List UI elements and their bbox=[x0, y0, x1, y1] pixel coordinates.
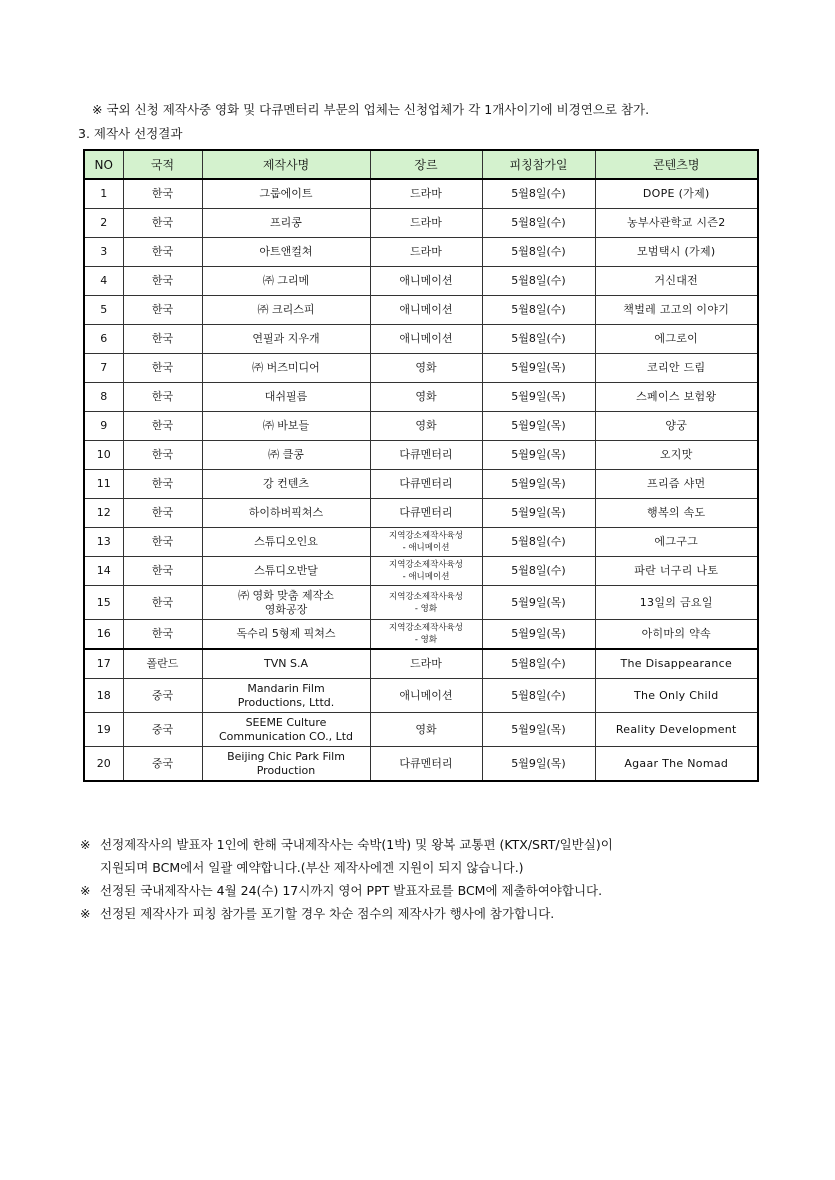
note-text: 선정된 제작사가 피칭 참가를 포기할 경우 차순 점수의 제작사가 행사에 참가합니다. bbox=[100, 906, 555, 921]
row-content: 에그구그 bbox=[595, 528, 758, 557]
row-nation: 한국 bbox=[123, 499, 202, 528]
row-pitch-date: 5월9일(목) bbox=[482, 713, 595, 747]
table-row bbox=[84, 209, 758, 238]
row-no: 16 bbox=[84, 620, 123, 650]
table-row bbox=[84, 499, 758, 528]
row-company: 프리콩 bbox=[202, 209, 370, 238]
row-genre: 다큐멘터리 bbox=[370, 747, 482, 782]
row-nation: 한국 bbox=[123, 620, 202, 650]
row-content: 책벌레 고고의 이야기 bbox=[595, 296, 758, 325]
note-mark: ※ bbox=[80, 906, 91, 921]
row-genre: 다큐멘터리 bbox=[370, 499, 482, 528]
note-item bbox=[80, 879, 780, 902]
foreign-applicant-note: ※ 국외 신청 제작사중 영화 및 다큐멘터리 부문의 업체는 신청업체가 각 1개사이기에 비경연으로 참가. bbox=[92, 102, 650, 117]
row-no: 10 bbox=[84, 441, 123, 470]
row-genre: 영화 bbox=[370, 383, 482, 412]
row-no: 19 bbox=[84, 713, 123, 747]
row-nation: 폴란드 bbox=[123, 649, 202, 679]
note-text: 선정제작사의 발표자 1인에 한해 국내제작사는 숙박(1박) 및 왕복 교통편 (KTX/SRT/일반실)이 bbox=[100, 837, 613, 852]
row-nation: 한국 bbox=[123, 441, 202, 470]
row-no: 5 bbox=[84, 296, 123, 325]
row-company: ㈜ 버즈미디어 bbox=[202, 354, 370, 383]
table-row bbox=[84, 383, 758, 412]
table-row bbox=[84, 441, 758, 470]
row-company: ㈜ 바보들 bbox=[202, 412, 370, 441]
row-content: The Disappearance bbox=[595, 649, 758, 679]
row-pitch-date: 5월9일(목) bbox=[482, 620, 595, 650]
table-row bbox=[84, 179, 758, 209]
row-pitch-date: 5월8일(수) bbox=[482, 267, 595, 296]
table-row bbox=[84, 649, 758, 679]
row-pitch-date: 5월9일(목) bbox=[482, 747, 595, 782]
row-no: 8 bbox=[84, 383, 123, 412]
header-company: 제작사명 bbox=[202, 150, 370, 179]
row-genre: 애니메이션 bbox=[370, 267, 482, 296]
row-pitch-date: 5월9일(목) bbox=[482, 412, 595, 441]
table-row bbox=[84, 354, 758, 383]
note-text: 선정된 국내제작사는 4월 24(수) 17시까지 영어 PPT 발표자료를 BCM에 제출하여야합니다. bbox=[100, 883, 603, 898]
row-content: 프리즘 샤먼 bbox=[595, 470, 758, 499]
row-pitch-date: 5월8일(수) bbox=[482, 296, 595, 325]
row-pitch-date: 5월9일(목) bbox=[482, 354, 595, 383]
notes-section bbox=[80, 833, 780, 925]
intro-section bbox=[78, 98, 768, 146]
row-company: TVN S.A bbox=[202, 649, 370, 679]
row-no: 1 bbox=[84, 179, 123, 209]
table-row bbox=[84, 679, 758, 713]
row-genre: 다큐멘터리 bbox=[370, 441, 482, 470]
table-row bbox=[84, 296, 758, 325]
row-nation: 중국 bbox=[123, 679, 202, 713]
note-item bbox=[80, 856, 780, 879]
row-genre: 지역강소제작사육성 - 영화 bbox=[370, 620, 482, 650]
row-content: Reality Development bbox=[595, 713, 758, 747]
header-genre: 장르 bbox=[370, 150, 482, 179]
row-company: 대쉬필름 bbox=[202, 383, 370, 412]
row-content: 농부사관학교 시즌2 bbox=[595, 209, 758, 238]
header-nation: 국적 bbox=[123, 150, 202, 179]
row-company: 스튜디오반달 bbox=[202, 557, 370, 586]
row-nation: 한국 bbox=[123, 209, 202, 238]
note-mark bbox=[80, 856, 100, 879]
row-pitch-date: 5월8일(수) bbox=[482, 679, 595, 713]
row-nation: 한국 bbox=[123, 354, 202, 383]
row-content: 코리안 드림 bbox=[595, 354, 758, 383]
header-no: NO bbox=[84, 150, 123, 179]
row-no: 12 bbox=[84, 499, 123, 528]
row-pitch-date: 5월9일(목) bbox=[482, 586, 595, 620]
row-nation: 한국 bbox=[123, 296, 202, 325]
row-no: 2 bbox=[84, 209, 123, 238]
row-content: The Only Child bbox=[595, 679, 758, 713]
table-row bbox=[84, 238, 758, 267]
note-mark: ※ bbox=[80, 837, 91, 852]
row-genre: 드라마 bbox=[370, 179, 482, 209]
row-genre: 지역강소제작사육성 - 애니메이션 bbox=[370, 557, 482, 586]
row-pitch-date: 5월9일(목) bbox=[482, 383, 595, 412]
note-item bbox=[80, 902, 780, 925]
row-genre: 영화 bbox=[370, 713, 482, 747]
row-pitch-date: 5월9일(목) bbox=[482, 441, 595, 470]
table-row bbox=[84, 528, 758, 557]
row-nation: 한국 bbox=[123, 267, 202, 296]
row-genre: 드라마 bbox=[370, 238, 482, 267]
note-item bbox=[80, 833, 780, 856]
table-row bbox=[84, 470, 758, 499]
table-row bbox=[84, 713, 758, 747]
row-genre: 영화 bbox=[370, 354, 482, 383]
table-row bbox=[84, 586, 758, 620]
header-row bbox=[84, 150, 758, 179]
row-content: 에그로이 bbox=[595, 325, 758, 354]
note-mark: ※ bbox=[80, 883, 91, 898]
row-content: 양궁 bbox=[595, 412, 758, 441]
row-nation: 중국 bbox=[123, 713, 202, 747]
row-genre: 지역강소제작사육성 - 애니메이션 bbox=[370, 528, 482, 557]
row-content: 거신대전 bbox=[595, 267, 758, 296]
table-row bbox=[84, 325, 758, 354]
row-genre: 드라마 bbox=[370, 209, 482, 238]
row-genre: 영화 bbox=[370, 412, 482, 441]
row-pitch-date: 5월9일(목) bbox=[482, 499, 595, 528]
selection-results-table bbox=[83, 149, 759, 782]
row-nation: 한국 bbox=[123, 557, 202, 586]
row-no: 14 bbox=[84, 557, 123, 586]
row-company: ㈜ 크리스피 bbox=[202, 296, 370, 325]
row-company: 스튜디오인요 bbox=[202, 528, 370, 557]
row-nation: 한국 bbox=[123, 383, 202, 412]
row-pitch-date: 5월8일(수) bbox=[482, 649, 595, 679]
row-pitch-date: 5월8일(수) bbox=[482, 557, 595, 586]
row-content: 아히마의 약속 bbox=[595, 620, 758, 650]
row-content: 스페이스 보험왕 bbox=[595, 383, 758, 412]
row-no: 17 bbox=[84, 649, 123, 679]
row-no: 11 bbox=[84, 470, 123, 499]
row-genre: 애니메이션 bbox=[370, 296, 482, 325]
row-pitch-date: 5월8일(수) bbox=[482, 325, 595, 354]
row-genre: 애니메이션 bbox=[370, 325, 482, 354]
row-nation: 한국 bbox=[123, 412, 202, 441]
row-no: 15 bbox=[84, 586, 123, 620]
table-row bbox=[84, 412, 758, 441]
row-no: 20 bbox=[84, 747, 123, 782]
row-company: Mandarin Film Productions, Lttd. bbox=[202, 679, 370, 713]
row-company: 아트앤컬쳐 bbox=[202, 238, 370, 267]
row-pitch-date: 5월8일(수) bbox=[482, 209, 595, 238]
table-row bbox=[84, 557, 758, 586]
table-row bbox=[84, 747, 758, 782]
row-company: ㈜ 영화 맞춤 제작소 영화공장 bbox=[202, 586, 370, 620]
row-company: ㈜ 클콩 bbox=[202, 441, 370, 470]
row-nation: 한국 bbox=[123, 325, 202, 354]
row-genre: 다큐멘터리 bbox=[370, 470, 482, 499]
row-no: 6 bbox=[84, 325, 123, 354]
row-company: 강 컨텐츠 bbox=[202, 470, 370, 499]
row-no: 18 bbox=[84, 679, 123, 713]
row-content: Agaar The Nomad bbox=[595, 747, 758, 782]
row-pitch-date: 5월8일(수) bbox=[482, 238, 595, 267]
row-no: 4 bbox=[84, 267, 123, 296]
row-nation: 한국 bbox=[123, 179, 202, 209]
row-no: 3 bbox=[84, 238, 123, 267]
row-company: Beijing Chic Park Film Production bbox=[202, 747, 370, 782]
note-text: 지원되며 BCM에서 일괄 예약합니다.(부산 제작사에겐 지원이 되지 않습니다.) bbox=[100, 860, 524, 875]
row-genre: 지역강소제작사육성 - 영화 bbox=[370, 586, 482, 620]
row-content: 13일의 금요일 bbox=[595, 586, 758, 620]
row-content: DOPE (가제) bbox=[595, 179, 758, 209]
row-pitch-date: 5월8일(수) bbox=[482, 179, 595, 209]
row-nation: 한국 bbox=[123, 528, 202, 557]
table-header bbox=[84, 150, 758, 179]
header-content: 콘텐츠명 bbox=[595, 150, 758, 179]
row-genre: 애니메이션 bbox=[370, 679, 482, 713]
row-company: 하이하버픽쳐스 bbox=[202, 499, 370, 528]
row-content: 행복의 속도 bbox=[595, 499, 758, 528]
row-content: 모범택시 (가제) bbox=[595, 238, 758, 267]
row-company: ㈜ 그리메 bbox=[202, 267, 370, 296]
row-company: 연필과 지우개 bbox=[202, 325, 370, 354]
section-heading: 3. 제작사 선정결과 bbox=[78, 126, 183, 141]
row-genre: 드라마 bbox=[370, 649, 482, 679]
row-company: SEEME Culture Communication CO., Ltd bbox=[202, 713, 370, 747]
row-pitch-date: 5월8일(수) bbox=[482, 528, 595, 557]
header-pitch-date: 피칭참가일 bbox=[482, 150, 595, 179]
row-no: 7 bbox=[84, 354, 123, 383]
row-content: 파란 너구리 나토 bbox=[595, 557, 758, 586]
row-nation: 중국 bbox=[123, 747, 202, 782]
row-nation: 한국 bbox=[123, 586, 202, 620]
row-no: 13 bbox=[84, 528, 123, 557]
row-no: 9 bbox=[84, 412, 123, 441]
row-nation: 한국 bbox=[123, 238, 202, 267]
row-nation: 한국 bbox=[123, 470, 202, 499]
row-content: 오지맛 bbox=[595, 441, 758, 470]
row-company: 독수리 5형제 픽쳐스 bbox=[202, 620, 370, 650]
row-pitch-date: 5월9일(목) bbox=[482, 470, 595, 499]
table-body bbox=[84, 179, 758, 781]
table-row bbox=[84, 267, 758, 296]
row-company: 그룹에이트 bbox=[202, 179, 370, 209]
table-row bbox=[84, 620, 758, 650]
